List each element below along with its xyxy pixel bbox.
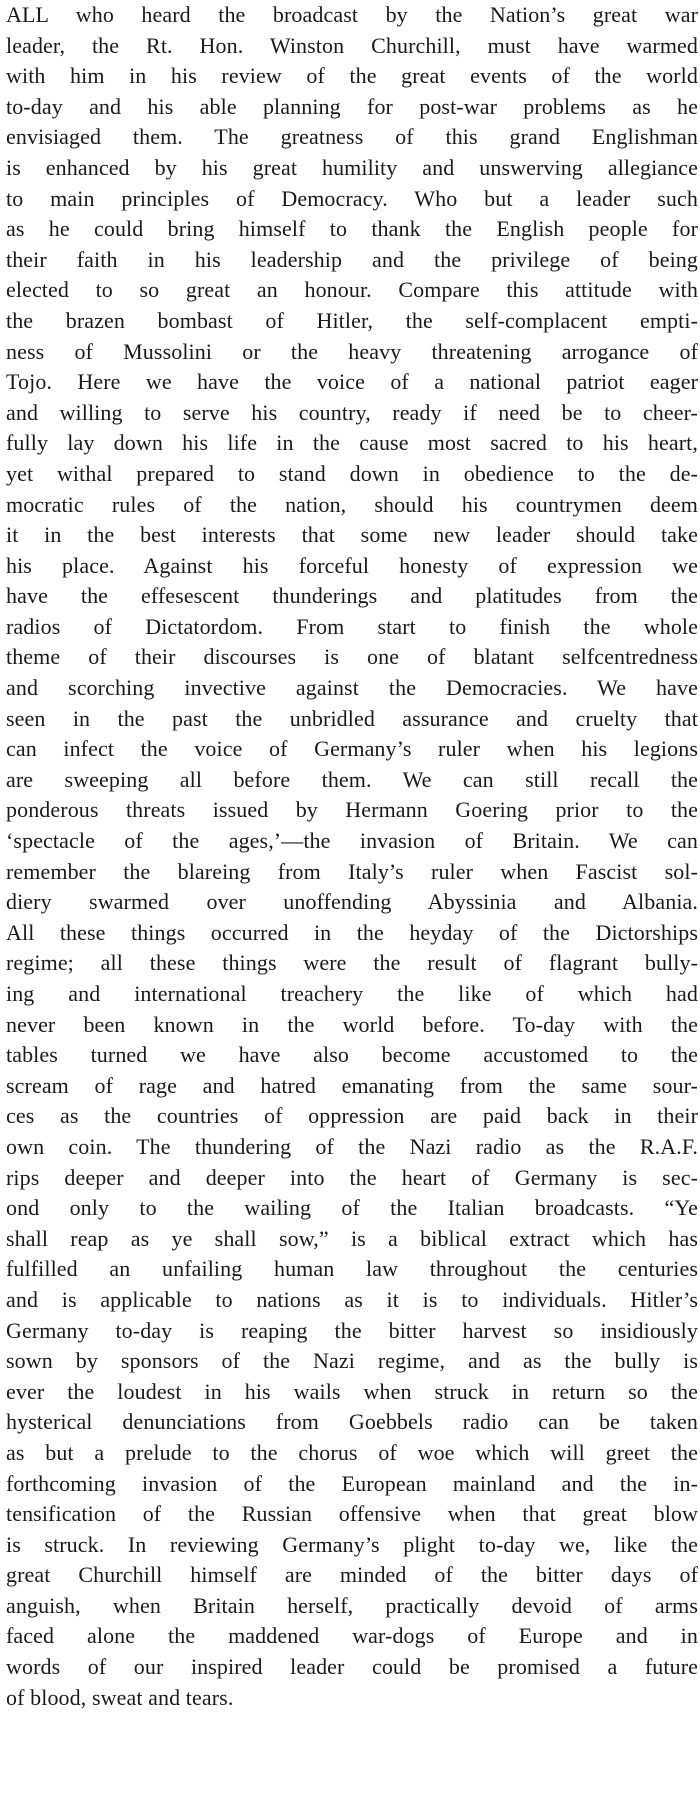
text-line: their faith in his leadership and the privilege of being — [6, 246, 698, 272]
text-line: remember the blareing from Italy’s ruler when Fascist sol- — [6, 858, 698, 884]
text-line: and scorching invective against the Democracies. We have — [6, 675, 698, 701]
text-line: hysterical denunciations from Goebbels radio can be taken — [6, 1409, 698, 1435]
text-line: to main principles of Democracy. Who but a leader such — [6, 185, 698, 211]
text-line: sown by sponsors of the Nazi regime, and as the bully is — [6, 1348, 698, 1374]
text-line: ond only to the wailing of the Italian broadcasts. “Ye — [6, 1195, 698, 1221]
text-line: have the effesescent thunderings and platitudes from the — [6, 583, 698, 609]
text-line: fulfilled an unfailing human law throughout the centuries — [6, 1256, 698, 1282]
text-line: great Churchill himself are minded of the bitter days of — [6, 1562, 698, 1588]
text-line: of blood, sweat and tears. — [6, 1684, 234, 1710]
text-line: his place. Against his forceful honesty of expression we — [6, 552, 698, 578]
text-line: ever the loudest in his wails when struck in return so the — [6, 1378, 698, 1404]
text-line: ing and international treachery the like of which had — [6, 981, 698, 1006]
text-line: elected to so great an honour. Compare this attitude with — [6, 277, 698, 303]
text-line: and willing to serve his country, ready if need be to cheer- — [6, 399, 698, 425]
text-line: anguish, when Britain herself, practically devoid of arms — [6, 1592, 698, 1618]
text-line: rips deeper and deeper into the heart of Germany is sec- — [6, 1164, 698, 1190]
text-line: faced alone the maddened war-dogs of Europe and in — [6, 1623, 698, 1649]
text-line: Germany to-day is reaping the bitter harvest so insidiously — [6, 1317, 698, 1343]
text-line: leader, the Rt. Hon. Winston Churchill, must have warmed — [6, 32, 698, 58]
text-line: fully lay down his life in the cause most sacred to his heart, — [6, 430, 698, 456]
text-line: All these things occurred in the heyday of the Dictorships — [6, 919, 698, 945]
text-line: as he could bring himself to thank the English people for — [6, 216, 698, 242]
text-line: is struck. In reviewing Germany’s plight to-day we, like the — [6, 1531, 698, 1557]
text-line: can infect the voice of Germany’s ruler when his legions — [6, 736, 698, 762]
text-line: seen in the past the unbridled assurance and cruelty that — [6, 705, 698, 731]
text-line: tensification of the Russian offensive when that great blow — [6, 1501, 698, 1527]
text-line: with him in his review of the great events of the world — [6, 63, 698, 89]
text-line: the brazen bombast of Hitler, the self-complacent empti- — [6, 307, 698, 333]
text-line: ‘spectacle of the ages,’—the invasion of Britain. We can — [6, 828, 698, 854]
text-line: theme of their discourses is one of blatant selfcentredness — [6, 644, 698, 670]
text-line: regime; all these things were the result of flagrant bully- — [6, 950, 698, 976]
text-line: diery swarmed over unoffending Abyssinia and Albania. — [6, 889, 698, 915]
text-line: it in the best interests that some new leader should take — [6, 522, 698, 548]
text-line: are sweeping all before them. We can still recall the — [6, 766, 698, 792]
text-line: is enhanced by his great humility and unswerving allegiance — [6, 154, 698, 180]
text-line: Tojo. Here we have the voice of a national patriot eager — [6, 369, 698, 395]
text-line: words of our inspired leader could be promised a future — [6, 1654, 698, 1680]
text-line: shall reap as ye shall sow,” is a biblical extract which has — [6, 1225, 698, 1251]
text-line: scream of rage and hatred emanating from the same sour- — [6, 1072, 698, 1098]
text-line: tables turned we have also become accustomed to the — [6, 1042, 698, 1068]
text-line: forthcoming invasion of the European mainland and the in- — [6, 1470, 698, 1496]
text-line: and is applicable to nations as it is to individuals. Hitler’s — [6, 1286, 698, 1312]
text-line: own coin. The thundering of the Nazi radio as the R.A.F. — [6, 1133, 698, 1159]
text-line: radios of Dictatordom. From start to finish the whole — [6, 613, 698, 639]
text-line: never been known in the world before. To-day with the — [6, 1011, 698, 1037]
text-line: mocratic rules of the nation, should his countrymen deem — [6, 491, 698, 517]
text-line: to-day and his able planning for post-war problems as he — [6, 93, 698, 119]
text-line: envisiaged them. The greatness of this grand Englishman — [6, 124, 698, 150]
text-line: ponderous threats issued by Hermann Goering prior to the — [6, 797, 698, 823]
text-line: ness of Mussolini or the heavy threatening arrogance of — [6, 338, 698, 364]
text-line: yet withal prepared to stand down in obedience to the de- — [6, 460, 698, 486]
text-line: as but a prelude to the chorus of woe which will greet the — [6, 1439, 698, 1465]
text-line: ALL who heard the broadcast by the Nation’s great war — [6, 2, 698, 27]
text-line: ces as the countries of oppression are paid back in their — [6, 1103, 698, 1129]
article-body — [6, 0, 698, 1713]
